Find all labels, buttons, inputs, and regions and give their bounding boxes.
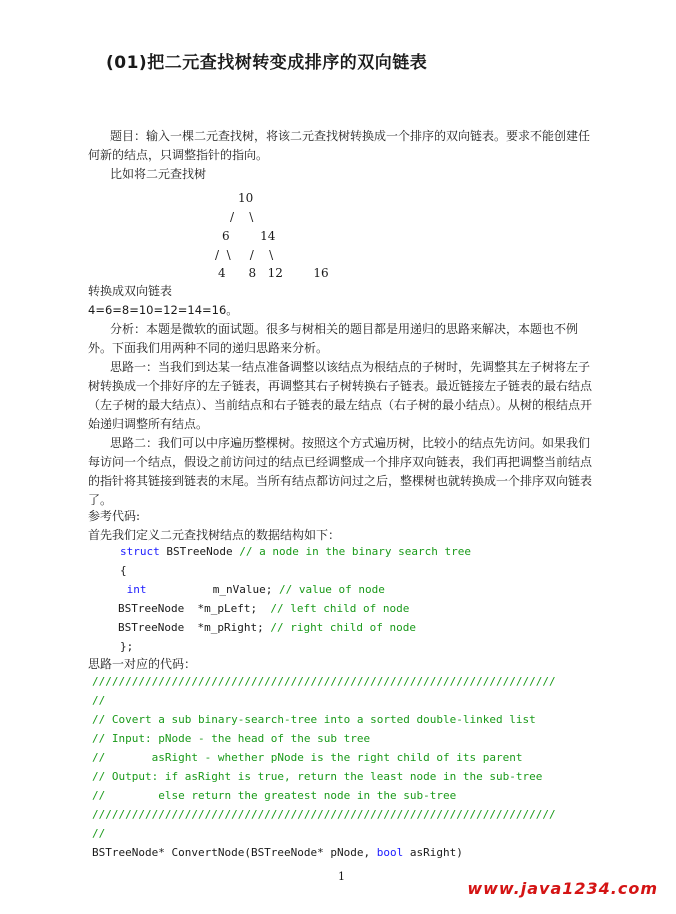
tree-row-5: 4 8 12 16: [218, 266, 329, 280]
comment-line: //: [92, 694, 106, 707]
idea-one-paragraph: 思路一：当我们到达某一结点准备调整以该结点为根结点的子树时，先调整其左子树将左子树转换成一个排好序的左子链表，再调整其右子树转换右子链表。最近链接左子链表的最右结点（左子树的最大结点）、当前结点和右子链表的最左结点（右子树的最小结点）。从树的根结点开始递归调整所有结点。: [88, 360, 593, 431]
comment-line: // Output: if asRight is true, return the least node in the sub-tree: [92, 770, 543, 783]
comment-line: // else return the greatest node in the sub-tree: [92, 789, 457, 802]
comment-line: //: [92, 827, 106, 840]
problem-statement: 题目：输入一棵二元查找树，将该二元查找树转换成一个排序的双向链表。要求不能创建任何新的结点，只调整指针的指向。: [88, 129, 591, 162]
comment-token: // a node in the binary search tree: [239, 545, 472, 558]
idea-one-code-label: 思路一对应的代码：: [88, 657, 197, 671]
comment-line: // Covert a sub binary-search-tree into a sorted double-linked list: [92, 713, 536, 726]
code-text: BSTreeNode *m_pLeft;: [118, 602, 271, 615]
code-line: [120, 580, 385, 599]
keyword-token: int: [120, 583, 147, 596]
document-title: (01)把二元查找树转变成排序的双向链表: [106, 53, 428, 73]
code-line: [118, 618, 416, 637]
struct-intro: 首先我们定义二元查找树结点的数据结构如下：: [88, 528, 341, 542]
keyword-token: struct: [120, 545, 160, 558]
comment-line: // asRight - whether pNode is the right child of its parent: [92, 751, 523, 764]
code-text: {: [120, 564, 127, 577]
analysis-paragraph: 分析：本题是微软的面试题。很多与树相关的题目都是用递归的思路来解决，本题也不例外。下面我们用两种不同的递归思路来分析。: [88, 322, 579, 355]
example-intro: 比如将二元查找树: [110, 167, 207, 181]
comment-token: // right child of node: [270, 621, 417, 634]
page-number: 1: [338, 870, 345, 883]
code-text: };: [120, 640, 134, 653]
tree-row-4: / \ / \: [215, 248, 274, 262]
code-text: m_nValue;: [146, 583, 279, 596]
code-text: BSTreeNode: [159, 545, 240, 558]
reference-code-label: 参考代码:: [88, 509, 141, 523]
list-result: 4=6=8=10=12=14=16。: [88, 303, 238, 317]
site-watermark: www.java1234.com: [467, 879, 658, 898]
code-line: [120, 561, 127, 580]
comment-token: // value of node: [278, 583, 385, 596]
tree-row-1: 10: [238, 191, 254, 205]
tree-row-3: 6 14: [222, 229, 276, 243]
comment-token: // left child of node: [270, 602, 410, 615]
comment-line: // Input: pNode - the head of the sub tree: [92, 732, 371, 745]
keyword-token: bool: [376, 846, 404, 859]
code-line: [120, 542, 471, 561]
code-text: BSTreeNode *m_pRight;: [118, 621, 271, 634]
comment-line: //////////////////////////////////////////////////////////////////////: [92, 675, 556, 688]
code-text: asRight): [403, 846, 463, 859]
comment-line: //////////////////////////////////////////////////////////////////////: [92, 808, 556, 821]
tree-row-2: / \: [230, 210, 254, 224]
code-line: [118, 599, 409, 618]
code-text: BSTreeNode* ConvertNode(BSTreeNode* pNode,: [92, 846, 377, 859]
function-signature: [92, 843, 463, 862]
convert-label: 转换成双向链表: [88, 284, 173, 298]
code-line: [120, 637, 133, 656]
idea-two-paragraph: 思路二：我们可以中序遍历整棵树。按照这个方式遍历树，比较小的结点先访问。如果我们每访问一个结点，假设之前访问过的结点已经调整成一个排序双向链表，我们再把调整当前结点的指针将其链接到链表的末尾。当所有结点都访问过之后，整棵树也就转换成一个排序双向链表了。: [88, 436, 593, 507]
